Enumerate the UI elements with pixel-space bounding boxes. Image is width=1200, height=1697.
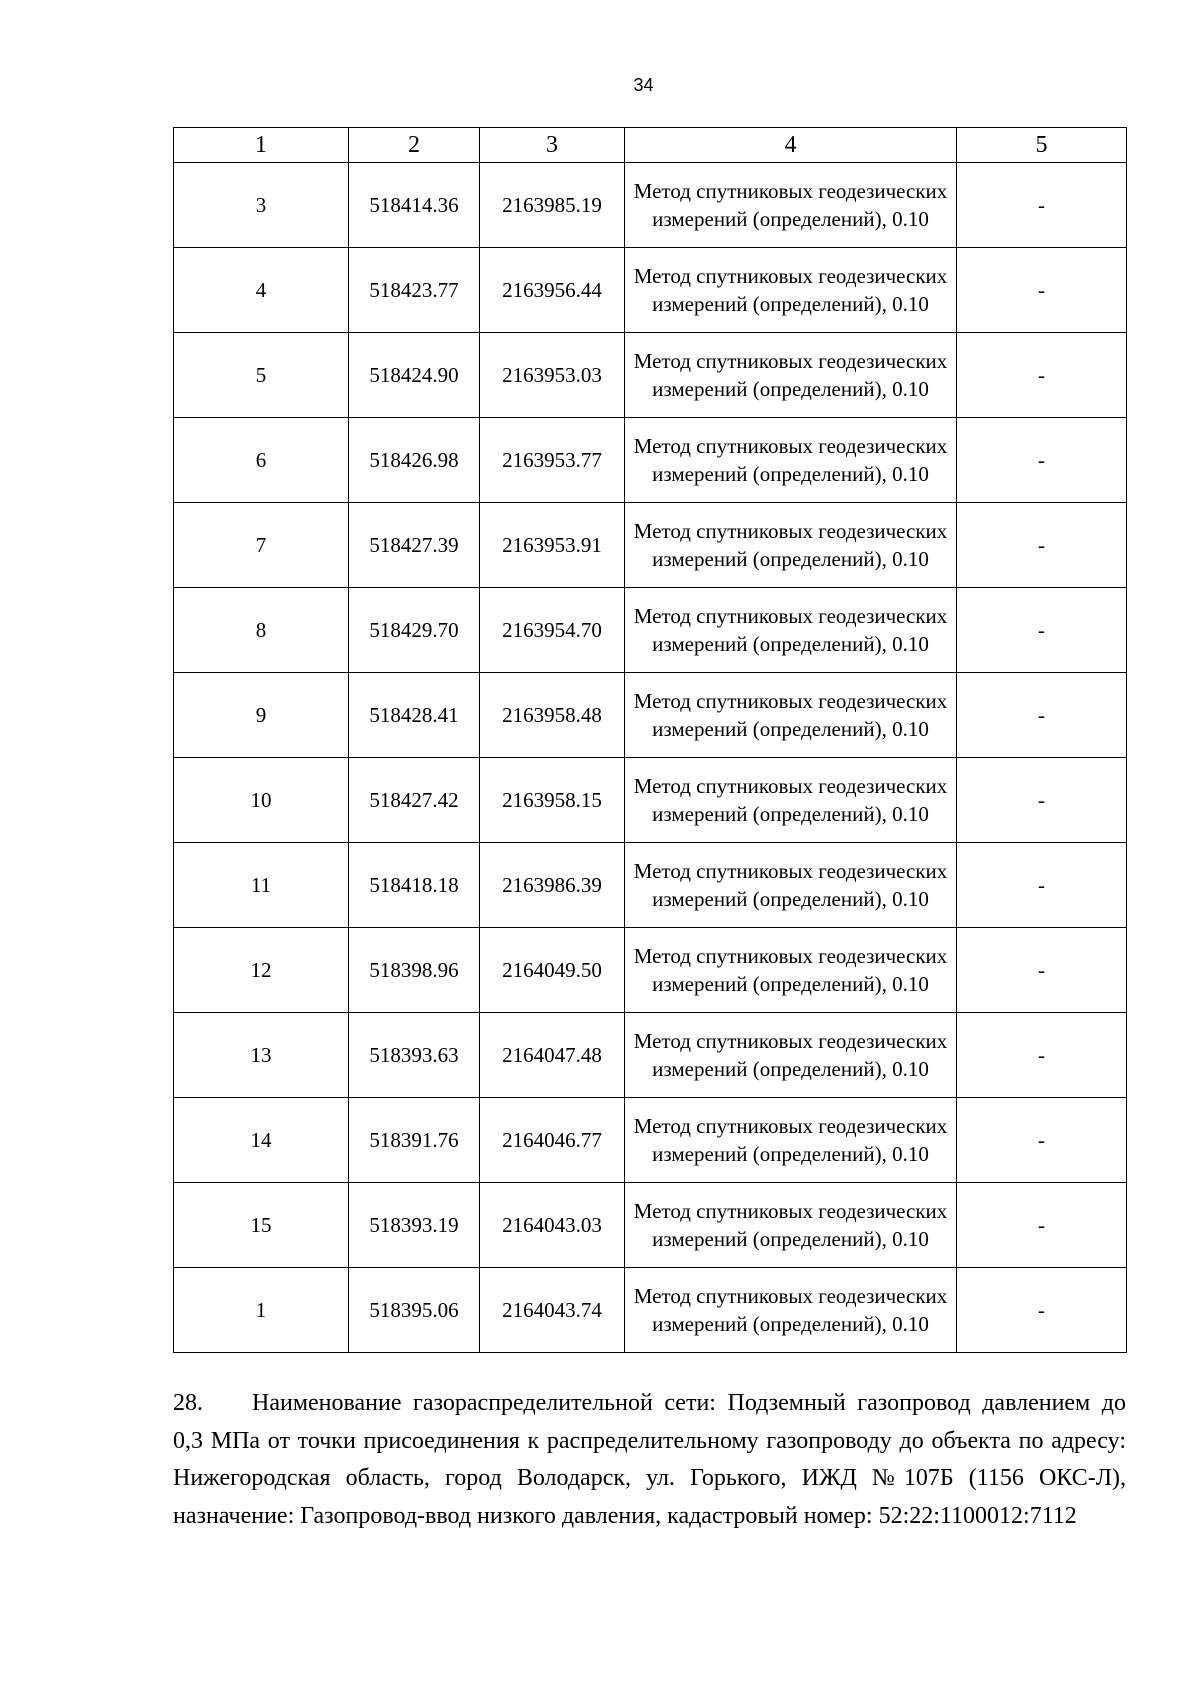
method-cell: Метод спутниковых геодезических измерений (определений), 0.10 — [625, 163, 957, 248]
x-coordinate-cell: 518414.36 — [349, 163, 480, 248]
point-cell: 11 — [174, 843, 349, 928]
x-coordinate-cell: 518393.63 — [349, 1013, 480, 1098]
note-cell: - — [957, 1098, 1127, 1183]
point-cell: 9 — [174, 673, 349, 758]
method-cell: Метод спутниковых геодезических измерений (определений), 0.10 — [625, 843, 957, 928]
column-header: 1 — [174, 128, 349, 163]
x-coordinate-cell: 518393.19 — [349, 1183, 480, 1268]
x-coordinate-cell: 518418.18 — [349, 843, 480, 928]
note-cell: - — [957, 843, 1127, 928]
table-row — [174, 1098, 1127, 1183]
note-cell: - — [957, 928, 1127, 1013]
note-cell: - — [957, 1183, 1127, 1268]
y-coordinate-cell: 2164049.50 — [480, 928, 625, 1013]
section-paragraph — [173, 1385, 1126, 1535]
point-cell: 4 — [174, 248, 349, 333]
column-header: 2 — [349, 128, 480, 163]
y-coordinate-cell: 2163956.44 — [480, 248, 625, 333]
note-cell: - — [957, 333, 1127, 418]
table-row — [174, 1183, 1127, 1268]
x-coordinate-cell: 518427.42 — [349, 758, 480, 843]
method-cell: Метод спутниковых геодезических измерений (определений), 0.10 — [625, 1183, 957, 1268]
column-header: 5 — [957, 128, 1127, 163]
table-row — [174, 673, 1127, 758]
x-coordinate-cell: 518426.98 — [349, 418, 480, 503]
method-cell: Метод спутниковых геодезических измерений (определений), 0.10 — [625, 418, 957, 503]
point-cell: 12 — [174, 928, 349, 1013]
column-header: 4 — [625, 128, 957, 163]
method-cell: Метод спутниковых геодезических измерений (определений), 0.10 — [625, 1013, 957, 1098]
note-cell: - — [957, 758, 1127, 843]
note-cell: - — [957, 1013, 1127, 1098]
table-row — [174, 758, 1127, 843]
y-coordinate-cell: 2164043.74 — [480, 1268, 625, 1353]
x-coordinate-cell: 518423.77 — [349, 248, 480, 333]
point-cell: 8 — [174, 588, 349, 673]
point-cell: 3 — [174, 163, 349, 248]
table-row — [174, 248, 1127, 333]
x-coordinate-cell: 518398.96 — [349, 928, 480, 1013]
x-coordinate-cell: 518424.90 — [349, 333, 480, 418]
y-coordinate-cell: 2163985.19 — [480, 163, 625, 248]
point-cell: 5 — [174, 333, 349, 418]
y-coordinate-cell: 2163953.91 — [480, 503, 625, 588]
method-cell: Метод спутниковых геодезических измерений (определений), 0.10 — [625, 758, 957, 843]
table-row — [174, 163, 1127, 248]
table-body — [174, 163, 1127, 1353]
table-row — [174, 1013, 1127, 1098]
column-header: 3 — [480, 128, 625, 163]
point-cell: 6 — [174, 418, 349, 503]
y-coordinate-cell: 2163958.15 — [480, 758, 625, 843]
section-text: Наименование газораспределительной сети: Подземный газопровод давлением до 0,3 МПа от точки присоединения к распределительному газопроводу до объекта по адресу: Нижегородская область, город Володарск, ул. Горького, ИЖД №107Б (1156 ОКС-Л), назначение: Газопровод-ввод низкого давления, кадастровый номер: 52:22:1100012:7112 — [173, 1390, 1126, 1529]
point-cell: 15 — [174, 1183, 349, 1268]
x-coordinate-cell: 518427.39 — [349, 503, 480, 588]
table-row — [174, 418, 1127, 503]
y-coordinate-cell: 2163953.77 — [480, 418, 625, 503]
section-number: 28. — [173, 1390, 203, 1416]
method-cell: Метод спутниковых геодезических измерений (определений), 0.10 — [625, 333, 957, 418]
method-cell: Метод спутниковых геодезических измерений (определений), 0.10 — [625, 673, 957, 758]
y-coordinate-cell: 2163954.70 — [480, 588, 625, 673]
method-cell: Метод спутниковых геодезических измерений (определений), 0.10 — [625, 1268, 957, 1353]
note-cell: - — [957, 418, 1127, 503]
method-cell: Метод спутниковых геодезических измерений (определений), 0.10 — [625, 928, 957, 1013]
coordinates-table — [173, 127, 1127, 1353]
y-coordinate-cell: 2164046.77 — [480, 1098, 625, 1183]
point-cell: 13 — [174, 1013, 349, 1098]
note-cell: - — [957, 588, 1127, 673]
note-cell: - — [957, 503, 1127, 588]
table-row — [174, 843, 1127, 928]
x-coordinate-cell: 518395.06 — [349, 1268, 480, 1353]
y-coordinate-cell: 2163953.03 — [480, 333, 625, 418]
y-coordinate-cell: 2164043.03 — [480, 1183, 625, 1268]
x-coordinate-cell: 518428.41 — [349, 673, 480, 758]
table-row — [174, 1268, 1127, 1353]
note-cell: - — [957, 248, 1127, 333]
note-cell: - — [957, 1268, 1127, 1353]
method-cell: Метод спутниковых геодезических измерений (определений), 0.10 — [625, 588, 957, 673]
method-cell: Метод спутниковых геодезических измерений (определений), 0.10 — [625, 1098, 957, 1183]
y-coordinate-cell: 2163986.39 — [480, 843, 625, 928]
x-coordinate-cell: 518391.76 — [349, 1098, 480, 1183]
note-cell: - — [957, 163, 1127, 248]
table-row — [174, 503, 1127, 588]
table-row — [174, 588, 1127, 673]
table-row — [174, 333, 1127, 418]
method-cell: Метод спутниковых геодезических измерений (определений), 0.10 — [625, 503, 957, 588]
y-coordinate-cell: 2163958.48 — [480, 673, 625, 758]
method-cell: Метод спутниковых геодезических измерений (определений), 0.10 — [625, 248, 957, 333]
note-cell: - — [957, 673, 1127, 758]
table-row — [174, 928, 1127, 1013]
point-cell: 10 — [174, 758, 349, 843]
point-cell: 7 — [174, 503, 349, 588]
point-cell: 1 — [174, 1268, 349, 1353]
y-coordinate-cell: 2164047.48 — [480, 1013, 625, 1098]
x-coordinate-cell: 518429.70 — [349, 588, 480, 673]
table-header-row — [174, 128, 1127, 163]
page-number: 34 — [633, 75, 654, 95]
point-cell: 14 — [174, 1098, 349, 1183]
